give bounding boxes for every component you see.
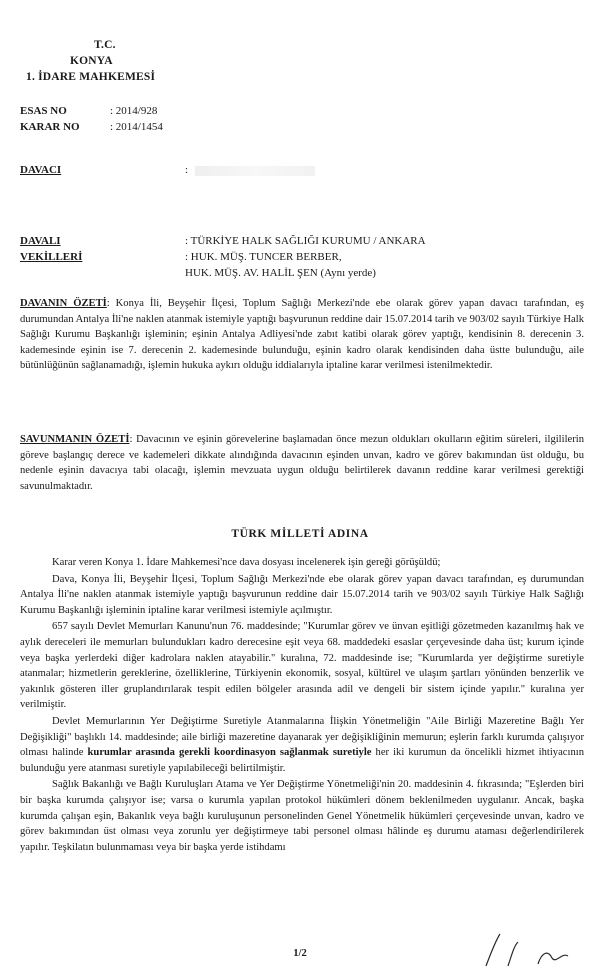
davanin-ozeti <box>20 296 584 374</box>
page-number: 1/2 <box>293 948 307 959</box>
body-paragraph: Sağlık Bakanlığı ve Bağlı Kuruluşları Atama ve Yer Değiştirme Yönetmeliği'nin 20. maddesinin 4. fıkrasında; "Eşlerden biri bir başka kurumda çalışıyor ise; varsa o kurumla yapılan protokol hükümleri dönem beklenilmeden uygulanır. Ancak, başka kurumda çalışan eşin, Bakanlık veya bağlı kuruluşunun personelinden Genel Yönetmelik hükümleri çerçevesinde unvan, kadro ve görev bakımından üst olması veya zorunlu yer değiştirmeye tabi personel olması hâlinde eş durumu ataması değerlendirilerek yapılır. Teşkilatın bulunmaması veya bir başka yerde istihdamı <box>20 779 584 853</box>
bold-phrase: kurumlar arasında gerekli koordinasyon sağlanmak suretiyle <box>87 747 372 759</box>
karar-label: KARAR NO <box>20 121 80 133</box>
header-tc: T.C. <box>94 39 116 51</box>
savunmanin-ozeti <box>20 432 584 494</box>
esas-value: : 2014/928 <box>110 105 158 117</box>
header-court: 1. İDARE MAHKEMESİ <box>26 71 156 83</box>
vekil-value-2: HUK. MÜŞ. AV. HALİL ŞEN (Aynı yerde) <box>185 267 376 279</box>
davali-row <box>20 234 426 250</box>
body-text: her iki kurumun da öncelikli hizmet ihtiyacının bulunduğu yere atanması suretiyle yapılabileceği belirtilmiştir. <box>20 747 584 774</box>
body-paragraph: Karar veren Konya 1. İdare Mahkemesi'nce dava dosyası incelenerek işin gereği görüşüldü; <box>52 557 441 568</box>
body-text: Devlet Memurlarının Yer Değiştirme Suretiyle Atanmalarına İlişkin Yönetmeliğin "Aile Birliği Mazeretine Bağlı Yer Değişikliği" başlıklı 14. maddesinde; aile birliği mazeretine dayanarak yer değişikliğinin memurun; eşlerin farklı kurumda çalışıyor olması halinde <box>20 715 584 759</box>
ozet-text: : Konya İli, Beyşehir İlçesi, Toplum Sağlığı Merkezi'nde ebe olarak görev yapan davacı tarafından, eş durumundan Antalya İli'ne naklen atanmak istemiyle yaptığı başvurunun reddine dair 15.07.2014 tarih ve 903/02 sayılı Türkiye Halk Sağlığı Kurumu Başkanlığı işleminin; eşinin Antalya Adliyesi'nde zabıt katibi olarak görev yaptığı, kendisinin 8. derecenin 3. kademesinde eşinin ise 7. derecenin 2. kademesinde bulunduğu, eşinin kadro olarak kendisinden daha üstte bulunduğu, aile bütünlüğünün sağlanamadığı, işlemin hukuka aykırı olduğu iddialarıyla iptaline karar verilmesi istenilmektedir. <box>20 298 584 372</box>
davaci-label: DAVACI <box>20 164 62 176</box>
decision-title: TÜRK MİLLETİ ADINA <box>231 528 369 540</box>
header-city: KONYA <box>70 55 113 67</box>
vekil-row <box>20 250 342 266</box>
ozet-label: DAVANIN ÖZETİ <box>20 298 107 309</box>
signature-scribble <box>478 930 588 968</box>
savunma-label: SAVUNMANIN ÖZETİ <box>20 434 130 445</box>
karar-value: : 2014/1454 <box>110 121 163 133</box>
vekil-value: : HUK. MÜŞ. TUNCER BERBER, <box>185 251 342 263</box>
esas-row <box>20 104 157 120</box>
decision-body <box>20 555 584 856</box>
body-paragraph <box>20 714 584 776</box>
body-paragraph: Dava, Konya İli, Beyşehir İlçesi, Toplum Sağlığı Merkezi'nde ebe olarak görev yapan davacı tarafından, eş durumundan Antalya İli'ne naklen atanmak istemiyle yaptığı başvurunun reddine dair 15.07.2014 tarih ve 903/02 sayılı Türkiye Halk Sağlığı Kurumu Başkanlığı işleminin iptaline karar verilmesi istemiyle açılmıştır. <box>20 573 584 616</box>
davali-label: DAVALI <box>20 235 61 247</box>
redacted-name <box>195 166 315 176</box>
karar-row <box>20 120 163 136</box>
davaci-value: : <box>185 164 189 176</box>
body-paragraph: 657 sayılı Devlet Memurları Kanunu'nun 76. maddesinde; "Kurumlar görev ve ünvan eşitliği gözetmeden kazanılmış hak ve aylık dereceleri ile memurları bulundukları kadro derecesine eşit veya 68. maddedeki esaslar çerçevesinde daha üst; kurum içinde veya başka yerlerdeki diğer kadrolara naklen atayabilir." kuralına, 72. maddesinde ise; "Kurumlarda yer değiştirme suretiyle atanmalar; hizmetlerin gereklerine, özelliklerine, Türkiyenin ekonomik, sosyal, kültürel ve ulaşım şartları yönünden benzerlik ve yakınlık gösteren iller gruplandırılarak tespit edilen bölgeler arasında adil ve dengeli bir sistem içinde yapılır." kuralına yer verilmiştir. <box>20 621 584 711</box>
savunma-text: : Davacının ve eşinin görevelerine başlamadan önce mezun oldukları okulların eğitim süreleri, ilgililerin göreve başlangıç derece ve kademeleri dikkate alındığında davacının eşinden unvan, kadro ve görev bakımından üst olduğu, bu nedenle eşinin davacıya tabi olacağı, işlemin mevzuata uygun olduğu belirtilerek davanın reddine karar verilmesi gerektiği savunulmaktadır. <box>20 434 584 492</box>
esas-label: ESAS NO <box>20 105 67 117</box>
davali-value: : TÜRKİYE HALK SAĞLIĞI KURUMU / ANKARA <box>185 235 426 247</box>
davaci-row <box>20 163 188 179</box>
vekil-label: VEKİLLERİ <box>20 251 83 263</box>
